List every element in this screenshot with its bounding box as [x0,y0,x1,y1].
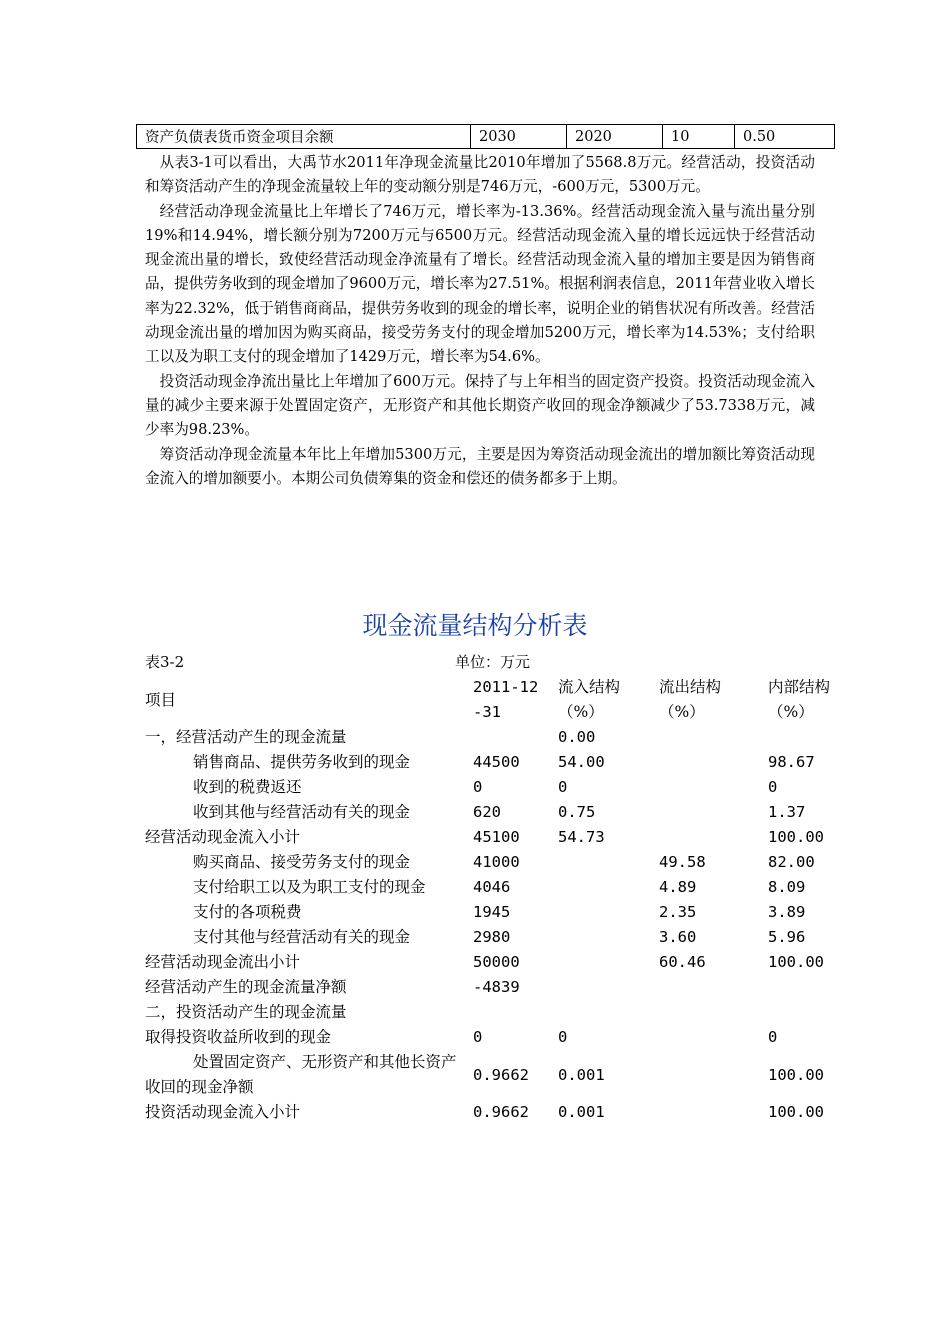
paragraph: 投资活动现金净流出量比上年增加了600万元。保持了与上年相当的固定资产投资。投资活动现金流入量的减少主要来源于处置固定资产，无形资产和其他长期资产收回的现金净额减少了53.7338万元，减少率为98.23%。 [145,372,815,439]
row-internal: 98.67 [768,753,815,771]
row-value: 0.9662 [473,1065,529,1084]
row-label: 支付的各项税费 [193,903,302,921]
row-internal [768,975,835,1000]
row-label: 收到其他与经营活动有关的现金 [193,803,411,821]
row-inflow [558,925,659,950]
header-item: 项目 [145,690,177,709]
row-internal: 0 [768,778,778,796]
row-outflow: 3.60 [659,928,697,946]
row-outflow: 49.58 [659,853,706,871]
table-row [137,125,835,149]
table-cell: 0.50 [735,125,835,149]
table-row [145,850,835,875]
row-inflow: 0 [558,1028,568,1046]
row-outflow [659,775,768,800]
table-row [145,1050,835,1100]
table-cell: 2020 [567,125,663,149]
row-value: 0 [473,1028,483,1046]
row-outflow [659,1025,768,1050]
unit-label: 单位：万元 [455,653,531,671]
row-outflow: 2.35 [659,903,697,921]
table-row [145,1025,835,1050]
row-internal [768,725,835,750]
row-internal: 5.96 [768,928,806,946]
row-outflow [659,800,768,825]
row-value [473,725,558,750]
row-outflow: 60.46 [659,953,706,971]
header-date: 2011-12-31 [473,678,539,721]
analysis-text [145,151,815,491]
row-internal: 100.00 [768,1103,824,1121]
row-outflow [659,1000,768,1025]
row-value: 41000 [473,853,520,871]
table-row [145,875,835,900]
row-label: 经营活动产生的现金流量净额 [145,978,347,996]
row-inflow: 0.75 [558,803,596,821]
row-value: 2980 [473,928,511,946]
row-inflow [558,950,659,975]
row-inflow: 54.73 [558,828,605,846]
header-internal: 内部结构（%） [768,678,831,721]
row-internal [768,1000,835,1025]
table-row [145,900,835,925]
row-value: 50000 [473,953,520,971]
paragraph: 从表3-1可以看出，大禹节水2011年净现金流量比2010年增加了5568.8万元。经营活动，投资活动和筹资活动产生的净现金流量较上年的变动额分别是746万元，-600万元，5300万元。 [145,154,815,196]
row-label: 支付给职工以及为职工支付的现金 [193,878,426,896]
row-label: 支付其他与经营活动有关的现金 [193,928,411,946]
row-internal: 1.37 [768,803,806,821]
table-row [145,800,835,825]
row-label: 购买商品、接受劳务支付的现金 [193,853,411,871]
row-inflow: 0.001 [558,1103,605,1121]
row-outflow: 4.89 [659,878,697,896]
row-inflow [558,850,659,875]
table-cell: 2030 [471,125,567,149]
row-label: 二，投资活动产生的现金流量 [145,1003,347,1021]
row-label: 投资活动现金流入小计 [145,1103,301,1121]
row-value: 620 [473,803,501,821]
row-label: 收到的税费返还 [193,778,302,796]
row-value: 44500 [473,753,520,771]
table-number: 表3-2 [145,653,185,671]
row-internal: 100.00 [768,828,824,846]
table-row [145,775,835,800]
row-internal: 82.00 [768,853,815,871]
row-outflow [659,1100,768,1125]
header-inflow: 流入结构（%） [558,678,621,721]
row-label: 取得投资收益所收到的现金 [145,1028,332,1046]
row-inflow [558,900,659,925]
paragraph: 经营活动净现金流量比上年增长了746万元，增长率为-13.36%。经营活动现金流入量与流出量分别19%和14.94%，增长额分别为7200万元与6500万元。经营活动现金流入量的增长远远快于经营活动现金流出量的增长，致使经营活动现金净流量有了增长。经营活动现金流入量的增加主要是因为销售商品，提供劳务收到的现金增加了9600万元，增长率为27.51%。根据利润表信息，2011年营业收入增长率为22.32%，低于销售商商品，提供劳务收到的现金的增长率，说明企业的销售状况有所改善。经营活动现金流出量的增加因为购买商品，接受劳务支付的现金增加5200万元，增长率为14.53%；支付给职工以及为职工支付的现金增加了1429万元，增长率为54.6%。 [145,202,815,366]
table-row [145,1100,835,1125]
row-inflow [558,975,659,1000]
row-inflow: 54.00 [558,753,605,771]
table-row [145,825,835,850]
row-internal: 100.00 [768,1065,824,1084]
table-row [145,975,835,1000]
row-value: 0 [473,778,483,796]
header-outflow: 流出结构（%） [659,678,722,721]
row-internal: 8.09 [768,878,806,896]
table-cell: 资产负债表货币资金项目余额 [137,125,471,149]
row-internal: 0 [768,1028,778,1046]
row-outflow [659,825,768,850]
row-value: -4839 [473,978,520,996]
row-value: 45100 [473,828,520,846]
cash-flow-structure-table [145,675,835,1125]
table-row [145,950,835,975]
row-value: 1945 [473,903,511,921]
table-row [145,1000,835,1025]
row-internal: 100.00 [768,953,824,971]
row-inflow [558,1000,659,1025]
row-outflow [659,750,768,775]
table-row [145,725,835,750]
row-label: 处置固定资产、无形资产和其他长资产收回的现金净额 [145,1053,457,1096]
row-internal: 3.89 [768,903,806,921]
row-value: 0.9662 [473,1103,529,1121]
row-label: 经营活动现金流出小计 [145,953,301,971]
header-row [145,675,835,725]
row-inflow: 0.00 [558,728,596,746]
row-inflow: 0.001 [558,1065,605,1084]
row-label: 经营活动现金流入小计 [145,828,301,846]
row-value [473,1000,558,1025]
table-row [145,750,835,775]
row-inflow: 0 [558,778,568,796]
table-row [145,925,835,950]
row-label: 一，经营活动产生的现金流量 [145,728,347,746]
row-outflow [659,975,768,1000]
row-outflow [659,1050,768,1100]
row-outflow [659,725,768,750]
row-inflow [558,875,659,900]
table-cell: 10 [663,125,735,149]
table-title: 现金流量结构分析表 [362,611,588,640]
money-funds-table [136,124,835,149]
paragraph: 筹资活动净现金流量本年比上年增加5300万元，主要是因为筹资活动现金流出的增加额比筹资活动现金流入的增加额要小。本期公司负债筹集的资金和偿还的债务都多于上期。 [145,445,815,487]
row-value: 4046 [473,878,511,896]
row-label: 销售商品、提供劳务收到的现金 [193,753,411,771]
